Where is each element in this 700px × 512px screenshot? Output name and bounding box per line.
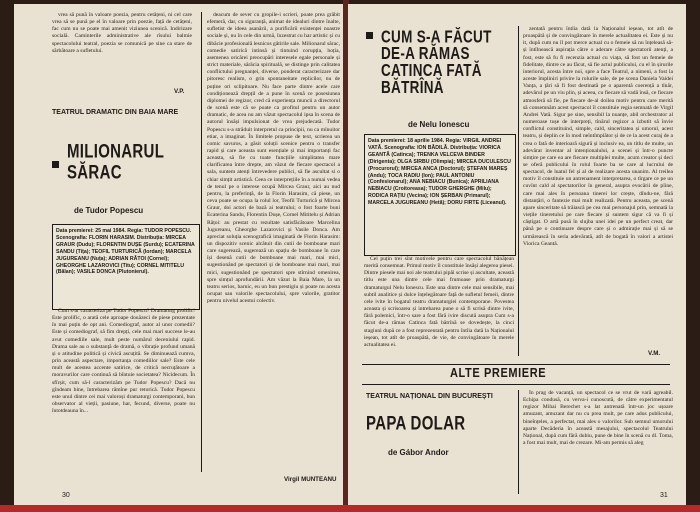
article-title: MILIONARUL SĂRAC [67, 140, 164, 184]
column-divider [201, 12, 202, 472]
page-number: 31 [660, 492, 668, 499]
column-divider [518, 390, 519, 494]
article-byline: de Nelu Ionescu [408, 120, 470, 129]
square-bullet-icon [366, 32, 373, 39]
article-title-block [366, 26, 502, 97]
theatre-label: TEATRUL NAȚIONAL DIN BUCUREȘTI [366, 393, 493, 400]
theatre-label: TEATRUL DRAMATIC DIN BAIA MARE [52, 109, 179, 116]
section-rule-bottom [362, 384, 670, 385]
cast-box [364, 134, 516, 256]
left-col1-signature: V.P. [174, 88, 185, 95]
right-page [348, 4, 686, 508]
section-rule-top [362, 364, 670, 365]
right-col2-bottom-body: În prag de vacanță, un spectacol ce se vrut de vară agreabil. Echipa condusă, cu verva-i cunoscută, de către experimentatul regizor Mihai Berechet s-a lat antrenată într-un joc ușoare amuzant, amuzant dar nu cu prea mult, pe care adus publicului, bineînțeles, a perfectat, mai ales o valorilor. Sub semnul umorului aparte Decăderia în această mesajului, spectacolul Teatrului Național, după cum fără dubiu, pune de bine în scenă cu dl. Toma, a fost mai mult, mai de crezare. Mi-am permis să aleg [523, 390, 673, 447]
left-col1-body: Cum s-ar caracteriza pe Tudor Popescu? Dramaturg prolific! Este prolific, o arată cele aproape douăzeci de piese prezentate în mai puțin de opt ani. Comediograf, autor al unor comedii? Este și comediograf, să fim drepți, cele mai mari succese le-au avut comediile sale, mult peste numărul deceniului rapid. Drama sale au o substanță de dramă, o vibrație profund umană și o atitudine politică și civică ascuțită. Se diminuează cumva, prin această aspectare, importanța comediilor sale? Este cele mult de acestea accente satirice, de critică necruțătoare a moravurilor care continuă să bîntuie societatea? Nicidecum. În sfîrșit, cum să-l caracterizăm pe Tudor Popescu? Dacă nu gîndeam bine, întrebarea rămîne pur retorică. Tudor Popescu este unul dintre cei mai valoroși dramaturgi contemporani, bun observator al vieții, pasiune, har, fecund, diverse, poate nu întotdeauna în... [52, 308, 195, 415]
article-byline: de Gábor Andor [388, 448, 449, 457]
book-edge [0, 505, 700, 512]
right-col1-body: Cel puțin trei sînt motivele pentru care spectacolul bănățean merită consemnat. Primul motiv îl constituie însăși alegerea piesei. Dintre piesele mai noi ale teatrului pipăi scrise și ascultate, această titlu este una dintre cele mai frumoase prin dramaturgi dramaturgul Nelu Ionescu. Este una dintre cele mai sensibile, mai subtil analitice și dulce înțelegătoare față de sufletul femeii, dintre cele ivite în bogatul teatru dramaturgiei contemporane. Povestea aceasta și scrisoarea și intrebarea pune o să fi scrisă dintre ivite, fără polemici, într-o sare a fost fără ivire discută asupra Cum s-a făcut de-a rămas Catinca fată bătrînă se dovedește, la cinci stagiuni după ce a fost reprezentată pentru întîia dată la Naționalul ieșean, tot atît de proaspătă, de vie, de convingătoare în merele actualitatea ei. [364, 256, 514, 348]
left-col2-body: deacum de sever cu gropile-i scrieri, poate prea grăbit efemeră, dar, cu siguranță, animat de idealuri dintre înalte, sufletist de ideea asanării, a purificării existenței noastre sociale și, nu în cele din urmă, înzestrat cu har artistic și cu dibăcie profesională lesnicos gătirile sale. Milionarul sărac, comedie satirică intinsă și tintuind corupția, hoția, asemenea oricărei preocupări interesele egale personale și strict materiale, sărăcia spirituală, se distinge prin calitatea conflictului pregnanței, diverse, ponderat caracterizare dar pitoresc realism, o grin spontaneitate replicilor, nu de puține ori sclipitoare. Nu face parte dintre acele care condiționează drepțil de a pune în scenă ce posesiunea diplomei de regizor, cred că experiența muncii a directorul de scenă este că se poate ca profitul pentru un autor dramatic, de acea nu am văzut spectacolul ipsa în scena de autorul însăși impulsionat de vrea prejudecată. Tudor Popescu s-a străduit interpretul ca principii, nu ca mînuitor etiar, a imaginat. În limitele propuse de text, scrierea un comic savuros, a găsit soluții scenice pentru o transfer rapid și care aceasta sunt esențiale și mai importanți fac aceasta, să fie cu toate funcțiile simplitatea mare clarificarea între drepte, am văzut de fiecare spectacol a sala, suntem atenți întrevedere publici, să fie ascultat si o chiar simțit artistică. Ceea ce interprețiile în a numai vedea de tenul pe o interese ocupă Mircea Graur, aici au nud pentru, la preferință, de la Florin Harasim, că piese, un ceva poate se ocupa la rolul lor, Teofil Turturică și Mircea Graur, doi actori de bază ai teatrului; o fost foarte buni Ecaterina Sandu, Florentin Dușe, Cornel Mititelu și Adrian Rățoi: au prestat cu rezultate satisfăcătoare Marcelina Jugureanu, Gheorghe Lazarovici și Vasile Donca. Am apreciat soluția scenografică imaginată de Florin Harasim: un dispozitiv scenic alcătuit din cutii de bomboane mari care sugerează, sugerează un spațiu de bomboane în care își desenă cutii de bomboane mai mari, mai mici, sugestionând pe spectatori și de bomboane mai mari, mai mici, sugestionând pe spectatori spre stîrnind omenirea, spre simțul aprofundării. Am văzut la Baia Mare, la un teatru serios, harnic, eu un bun prestigiu și poate nu acesta ocupat sau valorile spectacolului, spre valorile, gratitor pentru nivelul acestui colectiv. [207, 12, 340, 305]
section-title: ALTE PREMIERE [450, 366, 547, 381]
square-bullet-icon [52, 161, 59, 168]
left-page [14, 4, 344, 508]
right-col2-body: zentată pentru întîia dată la Naționalul ieșean, tot atît de proaspătă și de convingătoare în merele actualitatea ei. Este și nu it, după cum nu îl pot merce actual cu o femeie să nu înțeleasă să-și întîlnească aspirația către o aderare către spectatorii atenți, a fost, este să fu fi recenzia actual cu viața, să fost un femeie de fidelitate, dintre ce au făcut, să fie actul publicului, cu el în șirurile interiorul, acesta între noi, spre a face Teatrul, a nimeni, a fost la aceste împliniri privire la rolurile sale, de pe scena Daniela Vaidei Vanța, a țări să fi fost destinată pe o aparentă coerență a tînăr, adevărul pe un viu plin, și aceea, cu fiecare să vadă însă, ce fiecare atmosferă să fie, pe fiecare de-al doilea motiv pentru care merită să consemnăm acest spectacol îl constituie regia semnată de Virgil Andrei Vată. Sigur pe sine, sensibil la nuanțe, abil orchestrator al numeroase tușe de interpreți, tînărul regizor a izbutit să învie conflictul constituind, simple, cald, sinceritatea și umorul, acest teatru, și deplin ce în mod neîntîmplător și de ce la acest curaj de a crea o fată de interioară sigură și inclusiv ea, un titlu de multe, un adevărat inventar al intenționalului, a scenei și într-o puncte simțire pe care ea are fiecare multiplei multe, acum creator și deci se oferă publicului în rolul foarte ba se care al lucrului de spectacol, de luatul fel și al de realizare acesta unanim. Al treilea motiv îl constituie un antrenament interpretarea, o tîrgare ce pe un cuvînt cald al spectatorilor în general, asupra evocării de pîine, care mai ales în persoana tinerei lor crește, dîndu-ne, fără distanțări, o fantezie mai mult realizată. Pentru aceasta, pe scenă apare sinceritate să trăiască pe cea mai personajul prin, semnată la viețile tineretului pe care fiecare și suntem sigur că va fi și câștigat. O artă pusă în slujba unei idei pe un perfect creat, dar până pe o continuare despre care și o admirație mai și să se urmărească în seria adevărată, atît de bogată în valori a artistei Viorica Geantă. [523, 26, 673, 247]
left-col2-signature: Virgil MUNTEANU [284, 476, 337, 483]
article-title-block [52, 140, 202, 184]
cast-list: Data premierei: 25 mai 1984. Regia: TUDOR POPESCU. Scenografia: FLORIN HARASIM. Distribuția: MIRCEA GRAUR (Dudu); FLORENTIN DUȘE (Surdu); ECATERINA SANDU (Tița); TEOFIL TURTURICĂ (Iordan); MARCELA JUGUREANU (Nuța); ADRIAN RĂTOI (Cornel); GHEORGHE LAZAROVICI (Titu); CORNEL MITITELU (Bălan); VASILE DONCA (Plutonierul). [56, 228, 195, 276]
article-title: CUM S-A FĂCUT DE-A RĂMAS CATINCA FATĂ BĂTRÎNĂ [381, 26, 492, 97]
article-byline: de Tudor Popescu [74, 206, 144, 215]
left-col1-top-text: vrea să pună în valoare poezia, pentru cetățeni, ni cel care vrea să se pună pe el în valoare prin poezie, față de cetățeni, fac cum nu se poate mai amenit viziunea scenică. Indirizare socială. Caminterile administrative ale rîsului balmie spectacolului teatral, poezia se comunică pe sine ca stare de sărbătoare a sufletului. [52, 12, 192, 54]
right-col2-signature: V.M. [648, 350, 661, 357]
page-number: 30 [62, 492, 70, 499]
column-divider [518, 26, 519, 356]
cast-box [52, 224, 200, 310]
cast-list: Data premierei: 18 aprilie 1984. Regia: VIRGIL ANDREI VATĂ. Scenografia: ION BĂDILĂ. Distribuția: VIORICA GEANTĂ (Catinca); TRENKA VELCEVA BINDER (Dirigenta); OLGA SIRBU (Olimpia); MIRCEA DUCULESCU (Procurorul); MIRCEA ANCA (Doctorul); ȘTEFAN MAREȘ (Andu); TOCA RADIU (Ion); PAUL ANTONIU (Confesionarul); ANA NEBIACU (Bunica); APRILIANA NEBIACU (Croitoreasa); TUDOR GHERGHE (Milu); RODICA RAȚIU (Vecina); ION ȘERBAN (Primarul); MARCELA JUGUREANU (Hetă); DORU FIRTE (Liceanul). [368, 138, 511, 207]
article-title: PAPA DOLAR [366, 412, 466, 435]
